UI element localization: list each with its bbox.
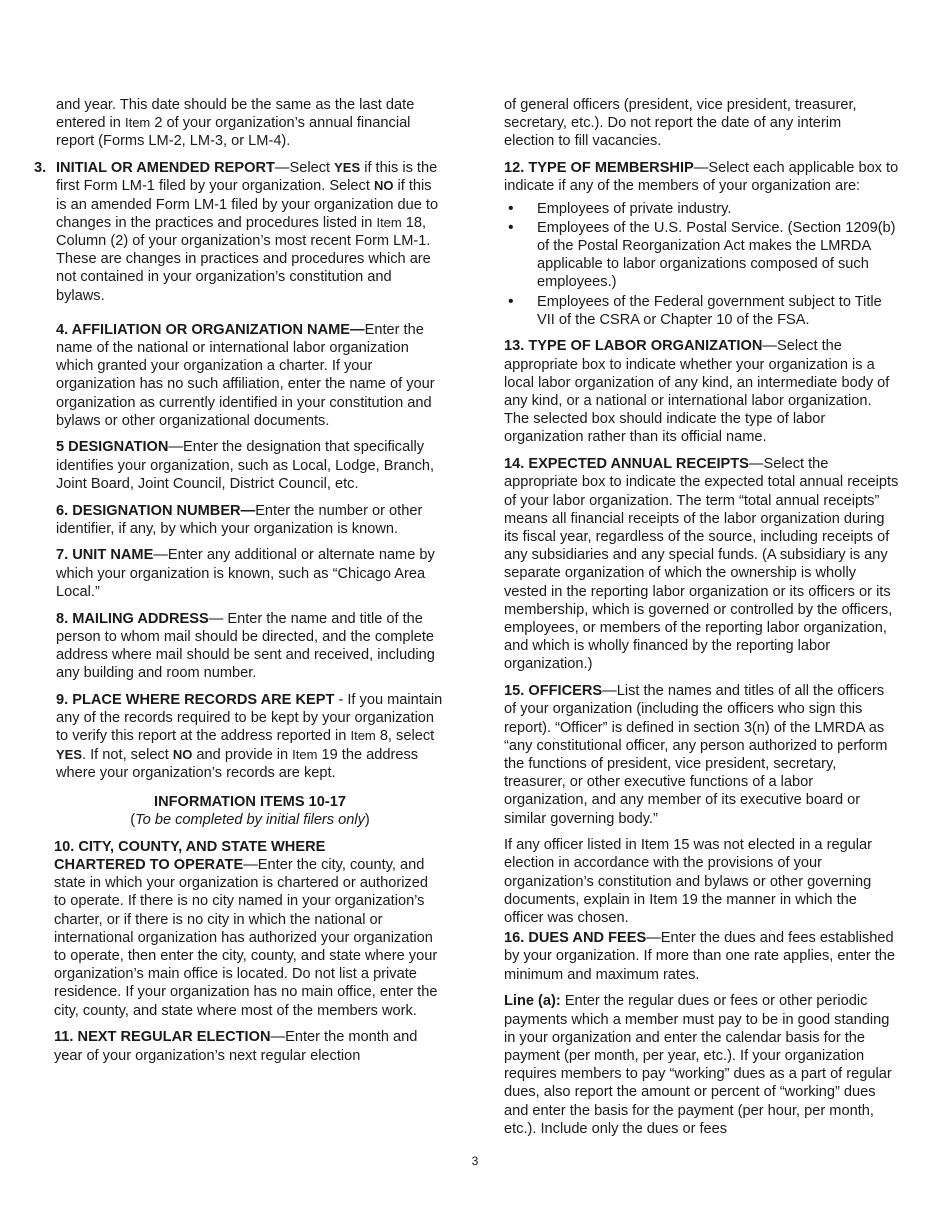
section-14-body: —Select the appropriate box to indicate the expected total annual receipts of your labor organization. The term “total annual receipts” means all financial receipts of the labor organization during its fiscal year, regardless of the source, including receipts of any subsidiaries and any special funds. (A subsidiary is any separate organization of which the ownership is wholly vested in the reporting labor organization or its officers or its membership, which is governed or controlled by the officers, employees, or members of the reporting labor organization, and which is wholly financed by the reporting labor organization.) — [504, 456, 899, 673]
section-3-text-2: if this is the first Form LM-1 filed by your organization. Select — [56, 160, 438, 195]
section-5-body: —Enter the designation that specifically identifies your organization, such as Local, Lodge, Branch, Joint Board, Joint Council, District Council, etc. — [56, 439, 435, 492]
section-11-body: —Enter the month and year of your organization’s next regular election — [54, 1029, 418, 1064]
section-10-heading-1: 10. CITY, COUNTY, AND STATE WHERE — [54, 838, 326, 855]
section-3-number: 3. — [34, 160, 47, 177]
section-12-body: —Select each applicable box to indicate if any of the members of your organization are: — [504, 160, 899, 195]
section-12 — [504, 159, 900, 195]
intro-line-1: and year. This date should be the same as the last date — [56, 97, 415, 113]
section-7-heading: 7. UNIT NAME — [56, 547, 154, 564]
section-15-body: —List the names and titles of all the officers of your organization (including the officers who sign this report). “Officer” is defined in section 3(n) of the LMRDA as “any constitutional officer, any person authorized to perform the functions of president, vice president, secretary, treasurer, or other executive functions of a labor organization, and any member of its executive board or similar governing body.” — [504, 683, 888, 827]
line-a-heading: Line (a): — [504, 993, 561, 1010]
section-6-heading: 6. DESIGNATION NUMBER— — [56, 502, 256, 519]
section-13-heading: 13. TYPE OF LABOR ORGANIZATION — [504, 338, 763, 355]
list-item: • Employees of private industry. — [504, 200, 900, 218]
section-8 — [56, 610, 444, 683]
section-5 — [56, 438, 444, 493]
section-6-body: Enter the number or other identifier, if any, by which your organization is known. — [56, 502, 423, 537]
line-a-body: Enter the regular dues or fees or other periodic payments which a member must pay to be in good standing in your organization and enter the calendar basis for the payment (per month, per year, etc.). If your organization requires members to pay “working” dues as a part of regular dues, also report the amount or percent of “working” dues and enter the basis for the payment (per hour, per month, etc.). Include only the dues or fees — [504, 993, 892, 1137]
section-9-text-1: - If you maintain any of the records required to be kept by your organization to verify this report at the address reported in — [56, 691, 443, 745]
section-3-text-4: 18, Column (2) of your organization’s most recent Form LM-1. These are changes in practices and procedures which are not contained in your organization’s constitution and bylaws. — [56, 214, 431, 304]
section-14 — [504, 455, 900, 673]
section-4-heading: 4. AFFILIATION OR ORGANIZATION NAME— — [56, 321, 365, 338]
section-9-item-word-1: Item — [350, 728, 376, 744]
section-3 — [34, 159, 444, 305]
section-9-yes: YES — [56, 746, 83, 762]
section-15 — [504, 682, 900, 828]
section-13-body: —Select the appropriate box to indicate whether your organization is a local labor organization of any kind, an intermediate body of any kind, or a national or international labor organization. The selected box should indicate the type of labor organization rather than its official name. — [504, 338, 890, 446]
section-13 — [504, 337, 900, 446]
section-3-yes: YES — [334, 160, 361, 176]
section-7-body: —Enter any additional or alternate name by which your organization is known, such as “Chicago Area Local.” — [56, 547, 435, 600]
section-5-heading: 5 DESIGNATION — [56, 439, 169, 456]
info-paren-open: ( — [130, 812, 136, 829]
list-item: • Employees of the U.S. Postal Service. (Section 1209(b) of the Postal Reorganization Act makes the LMRDA applicable to labor organizations composed of such employees.) — [504, 219, 900, 292]
section-3-text-3: if this is an amended Form LM-1 filed by your organization due to changes in the practices and procedures listed in — [56, 178, 439, 231]
section-10-body: —Enter the city, county, and state in which your organization is chartered or authorized to operate. If there is no city named in your organization’s charter, or if there is no city in which the national or international organization has authorized your organization to operate, then enter the city, county, and state where your organization’s main office is located. Do not list a private residence. If your organization has no main office, enter the city, county, and state where most of the members work. — [54, 857, 438, 1019]
section-16-heading: 16. DUES AND FEES — [504, 930, 647, 947]
page-number: 3 — [471, 1154, 479, 1168]
intro-item-word: Item — [124, 115, 151, 131]
section-11-heading: 11. NEXT REGULAR ELECTION — [54, 1029, 271, 1046]
intro-line-2a: entered in — [56, 115, 125, 132]
section-10 — [54, 838, 444, 1020]
section-9-text-4: and provide in — [192, 746, 293, 763]
section-8-heading: 8. MAILING ADDRESS — [56, 610, 209, 627]
info-items-subheading — [56, 811, 444, 829]
section-7 — [56, 546, 444, 601]
membership-bullet-list — [504, 200, 900, 329]
section-3-heading: INITIAL OR AMENDED REPORT — [56, 160, 275, 177]
section-9-text-3: . If not, select — [82, 746, 173, 763]
section-9 — [56, 691, 444, 782]
section-9-heading: 9. PLACE WHERE RECORDS ARE KEPT — [56, 691, 335, 708]
section-9-item-word-2: Item — [292, 746, 318, 762]
section-15-note: If any officer listed in Item 15 was not elected in a regular election in accordance with the provisions of your organization’s constitution and bylaws or other governing documents, explain in Item 19 the manner in which the officer was chosen. — [504, 837, 873, 927]
section-3-text-1: —Select — [274, 160, 335, 177]
left-column — [34, 96, 444, 1073]
info-paren-close: ) — [364, 812, 370, 829]
section-10-heading-2: CHARTERED TO OPERATE — [54, 857, 244, 874]
line-a — [504, 992, 900, 1138]
section-14-heading: 14. EXPECTED ANNUAL RECEIPTS — [504, 456, 749, 473]
right-column — [504, 96, 900, 1146]
intro-line-2c: 2 of your organization’s annual financial — [150, 115, 411, 132]
section-3-no: NO — [373, 178, 394, 194]
section-11-continuation: of general officers (president, vice president, treasurer, secretary, etc.). Do not report the date of any interim election to fill vacancies. — [504, 97, 857, 150]
intro-paragraph — [56, 96, 444, 151]
info-items-heading: INFORMATION ITEMS 10-17 — [154, 793, 346, 810]
section-4 — [56, 321, 444, 430]
section-16-body: —Enter the dues and fees established by your organization. If more than one rate applies, enter the minimum and maximum rates. — [504, 930, 896, 983]
section-15-heading: 15. OFFICERS — [504, 683, 603, 700]
intro-line-3: report (Forms LM-2, LM-3, or LM-4). — [56, 133, 291, 150]
section-9-text-5: 19 the address where your organization’s records are kept. — [56, 746, 419, 781]
section-4-body: Enter the name of the national or international labor organization which granted your organization a charter. If your organization has no such affiliation, enter the name of your organization as currently identified in your constitution and bylaws or other organizational documents. — [56, 321, 435, 429]
info-subheading-text: To be completed by initial filers only — [135, 812, 365, 829]
section-12-heading: 12. TYPE OF MEMBERSHIP — [504, 160, 694, 177]
section-8-body: — Enter the name and title of the person to whom mail should be directed, and the complete address where mail should be sent and received, including any building and room number. — [56, 610, 435, 682]
section-3-item-word: Item — [376, 214, 402, 230]
list-item: • Employees of the Federal government subject to Title VII of the CSRA or Chapter 10 of the FSA. — [504, 293, 900, 329]
section-9-no: NO — [172, 746, 193, 762]
section-6 — [56, 502, 444, 538]
section-9-text-2: 8, select — [375, 728, 435, 745]
section-16 — [504, 929, 900, 984]
section-11 — [54, 1028, 444, 1064]
